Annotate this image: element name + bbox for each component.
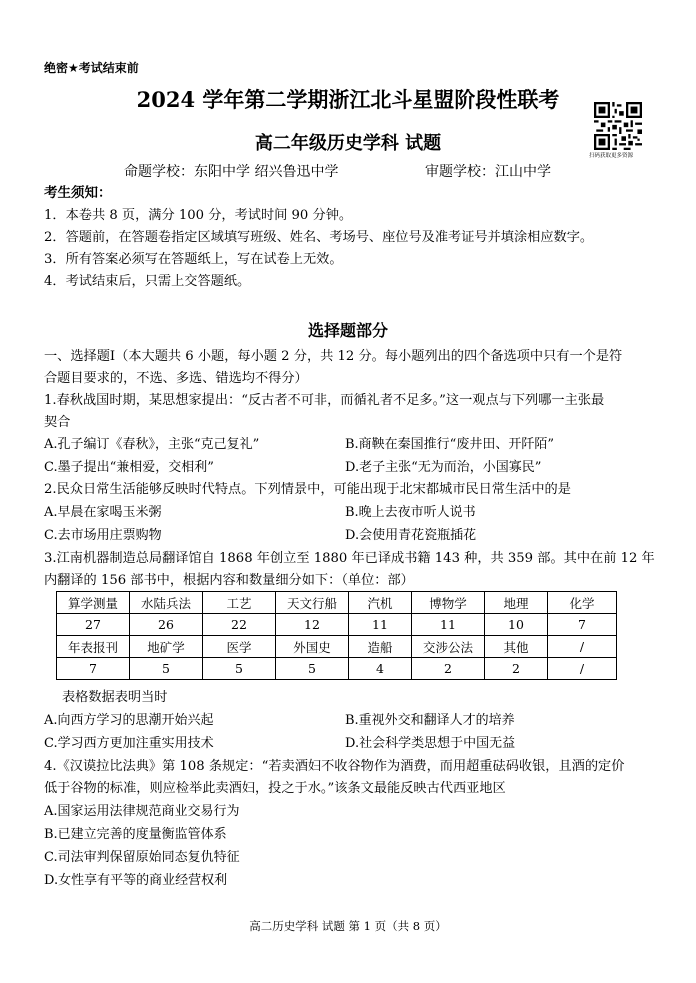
table-cell: 地矿学 [130,636,203,658]
q2-option-c: C.去市场用庄票购物 [44,528,162,543]
table-cell: / [548,658,617,680]
table-cell: 地理 [485,592,548,614]
q4-option-a: A.国家运用法律规范商业交易行为 [44,804,240,819]
exam-title: 2024 学年第二学期浙江北斗星盟阶段性联考 [136,87,560,112]
question-1-stem: 1.春秋战国时期，某思想家提出：“反古者不可非，而循礼者不足多。”这一观点与下列哪一主张最 [44,393,605,408]
table-cell: 2 [485,658,548,680]
question-4-stem: 低于谷物的标准，则应检举此卖酒妇，投之于水。”该条文最能反映古代西亚地区 [44,781,506,796]
table-cell: 12 [276,614,349,636]
instructions-line: 一、选择题Ⅰ（本大题共 6 小题，每小题 2 分，共 12 分。每小题列出的四个备选项中只有一个是符 [44,349,623,364]
table-cell: 4 [349,658,412,680]
notice-item: 1．本卷共 8 页，满分 100 分，考试时间 90 分钟。 [44,208,353,223]
table-row [57,636,617,658]
table-cell: 水陆兵法 [130,592,203,614]
q2-option-a: A.早晨在家喝玉米粥 [44,505,162,520]
table-cell: 交涉公法 [412,636,485,658]
table-cell: 外国史 [276,636,349,658]
table-cell: 年表报刊 [57,636,130,658]
table-cell: 5 [203,658,276,680]
table-cell: / [548,636,617,658]
table-cell: 医学 [203,636,276,658]
notice-item: 4．考试结束后，只需上交答题纸。 [44,274,251,289]
exam-subtitle: 高二年级历史学科 试题 [254,133,442,154]
table-cell: 7 [57,658,130,680]
q4-option-c: C.司法审判保留原始同态复仇特征 [44,850,240,865]
q1-option-a: A.孔子编订《春秋》，主张“克己复礼” [44,437,260,452]
table-cell: 化学 [548,592,617,614]
q4-option-b: B.已建立完善的度量衡监管体系 [44,827,227,842]
reviewer-school: 审题学校：江山中学 [425,164,551,180]
q2-option-d: D.会使用青花瓷瓶插花 [345,528,477,543]
table-cell: 10 [485,614,548,636]
table-cell: 5 [130,658,203,680]
q1-option-b: B.商鞅在秦国推行“废井田、开阡陌” [345,437,554,452]
question-4-stem: 4.《汉谟拉比法典》第 108 条规定：“若卖酒妇不收谷物作为酒费，而用超重砝码收银，且酒的定价 [44,759,625,774]
q4-option-d: D.女性享有平等的商业经营权利 [44,873,228,888]
q3-option-a: A.向西方学习的思潮开始兴起 [44,713,214,728]
q3-note: 表格数据表明当时 [62,690,168,705]
table-cell: 工艺 [203,592,276,614]
section-title: 选择题部分 [307,321,388,340]
table-row [57,614,617,636]
table-cell: 造船 [349,636,412,658]
table-cell: 2 [412,658,485,680]
table-cell: 汽机 [349,592,412,614]
table-row [57,658,617,680]
table-cell: 22 [203,614,276,636]
question-3-stem: 3.江南机器制造总局翻译馆自 1868 年创立至 1880 年已译成书籍 143 种，共 359 部。其中在前 12 年 [44,551,655,566]
table-cell: 博物学 [412,592,485,614]
table-cell: 天文行船 [276,592,349,614]
table-cell: 11 [412,614,485,636]
table-cell: 27 [57,614,130,636]
notice-item: 2．答题前，在答题卷指定区域填写班级、姓名、考场号、座位号及准考证号并填涂相应数字。 [44,230,594,245]
question-1-stem: 契合 [44,415,71,430]
table-cell: 算学测量 [57,592,130,614]
table-cell: 5 [276,658,349,680]
qr-code-icon [594,102,642,150]
table-cell: 7 [548,614,617,636]
instructions-line: 合题目要求的，不选、多选、错选均不得分） [44,371,308,386]
page-footer: 高二历史学科 试题 第 1 页（共 8 页） [249,919,447,933]
q3-option-c: C.学习西方更加注重实用技术 [44,736,214,751]
question-2-stem: 2.民众日常生活能够反映时代特点。下列情景中，可能出现于北宋都城市民日常生活中的是 [44,482,571,497]
q2-option-b: B.晚上去夜市听人说书 [345,505,476,520]
table-row [57,592,617,614]
notice-item: 3．所有答案必须写在答题纸上，写在试卷上无效。 [44,252,343,267]
question-3-stem: 内翻译的 156 部书中，根据内容和数量细分如下：（单位：部） [44,573,414,588]
proposer-schools: 命题学校：东阳中学 绍兴鲁迅中学 [124,164,339,180]
q3-option-b: B.重视外交和翻译人才的培养 [345,713,515,728]
notice-title: 考生须知： [44,185,112,201]
table-cell: 26 [130,614,203,636]
q1-option-c: C.墨子提出“兼相爱，交相利” [44,460,214,475]
q1-option-d: D.老子主张“无为而治，小国寡民” [345,460,542,475]
qr-caption: 扫码获取更多资源 [589,153,634,159]
translation-data-table [56,591,617,680]
confidential-label: 绝密★考试结束前 [44,61,139,75]
table-cell: 11 [349,614,412,636]
table-cell: 其他 [485,636,548,658]
q3-option-d: D.社会科学类思想于中国无益 [345,736,516,751]
